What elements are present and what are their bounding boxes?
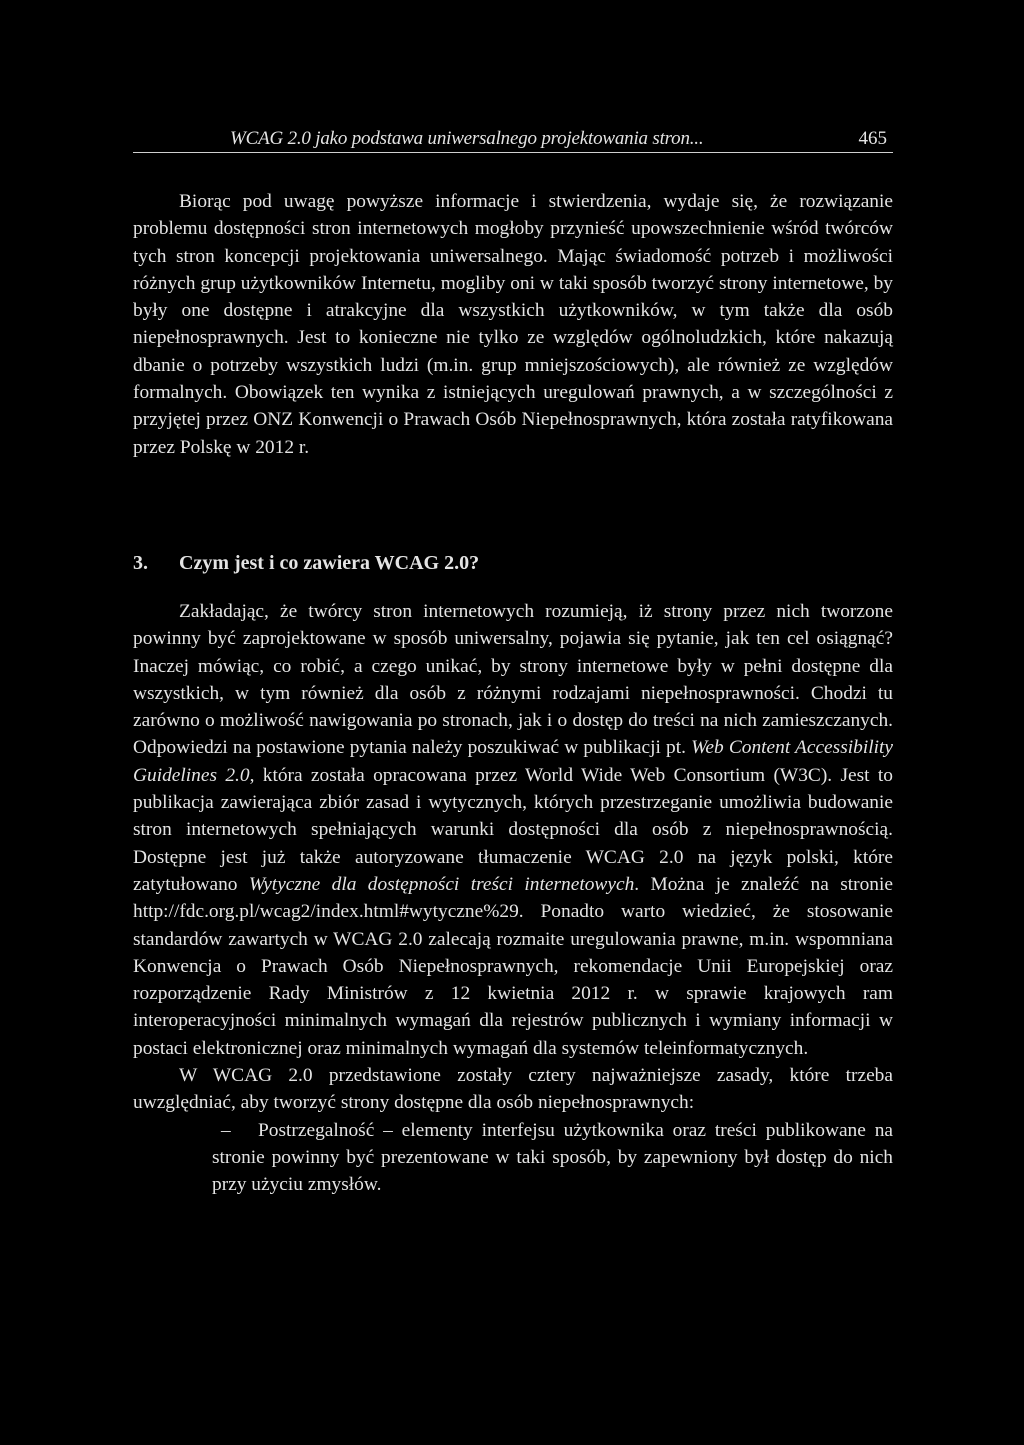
paragraph-2-part-2: , która została opracowana przez World Wide Web Consortium (W3C). Jest to publikacja zawierająca zbiór zasad i wytycznych, których przestrzeganie umożliwia budowanie stron internetowych spełniających warunki dostępności dla osób z niepełnosprawnością. Dostępne jest już także autoryzowane tłumaczenie WCAG 2.0 na język polski, które zatytułowano	[133, 764, 893, 895]
running-head: WCAG 2.0 jako podstawa uniwersalnego projektowania stron...	[230, 128, 704, 149]
section-body	[133, 598, 893, 1199]
section-title: Czym jest i co zawiera WCAG 2.0?	[179, 552, 480, 574]
paragraph-2-part-1: Zakładając, że twórcy stron internetowych rozumieją, iż strony przez nich tworzone powinny być zaprojektowane w sposób uniwersalny, pojawia się pytanie, jak ten cel osiągnąć? Inaczej mówiąc, co robić, a czego unikać, by strony internetowe były w pełni dostępne dla wszystkich, w tym również dla osób z różnymi rodzajami niepełnosprawności. Chodzi tu zarówno o możliwość nawigowania po stronach, jak i o dostęp do treści na nich zamieszczanych. Odpowiedzi na postawione pytania należy poszukiwać w publikacji pt.	[133, 601, 893, 759]
list-marker: –	[221, 1119, 231, 1141]
translation-title: Wytyczne dla dostępności treści internetowych	[248, 873, 635, 895]
page-header	[133, 128, 893, 153]
page-number: 465	[858, 128, 887, 149]
list-item-text: Postrzegalność – elementy interfejsu użytkownika oraz treści publikowane na stronie powinny być prezentowane w taki sposób, by zapewniony był dostęp do nich przy użyciu zmysłów.	[212, 1119, 893, 1196]
intro-section	[133, 188, 893, 461]
list-item	[133, 1117, 893, 1199]
paragraph-2	[133, 598, 893, 1062]
section-heading	[133, 552, 479, 575]
section-number: 3.	[133, 552, 148, 574]
paragraph-1: Biorąc pod uwagę powyższe informacje i stwierdzenia, wydaje się, że rozwiązanie problemu dostępności stron internetowych mogłoby przynieść upowszechnienie wśród twórców tych stron koncepcji projektowania uniwersalnego. Mając świadomość potrzeb i możliwości różnych grup użytkowników Internetu, mogliby oni w taki sposób tworzyć strony internetowe, by były one dostępne i atrakcyjne dla wszystkich użytkowników, w tym także dla osób niepełnosprawnych. Jest to konieczne nie tylko ze względów ogólnoludzkich, które nakazują dbanie o potrzeby wszystkich ludzi (m.in. grup mniejszościowych), ale również ze względów formalnych. Obowiązek ten wynika z istniejących uregulowań prawnych, a w szczególności z przyjętej przez ONZ Konwencji o Prawach Osób Niepełnosprawnych, która została ratyfikowana przez Polskę w 2012 r.	[133, 191, 893, 458]
paragraph-2-part-3: . Można je znaleźć na stronie http://fdc.org.pl/wcag2/index.html#wytyczne%29. Ponadto warto wiedzieć, że stosowanie standardów zawartych w WCAG 2.0 zalecają rozmaite uregulowania prawne, m.in. wspomniana Konwencja o Prawach Osób Niepełnosprawnych, rekomendacje Unii Europejskiej oraz rozporządzenie Rady Ministrów z 12 kwietnia 2012 r. w sprawie krajowych ram interoperacyjności minimalnych wymagań dla rejestrów publicznych i wymiany informacji w postaci elektronicznej oraz minimalnych wymagań dla systemów teleinformatycznych.	[133, 873, 893, 1059]
paragraph-3: W WCAG 2.0 przedstawione zostały cztery najważniejsze zasady, które trzeba uwzględniać, aby tworzyć strony dostępne dla osób niepełnosprawnych:	[133, 1065, 893, 1114]
publication-title: Web Content Accessibility Guidelines 2.0	[133, 737, 893, 786]
